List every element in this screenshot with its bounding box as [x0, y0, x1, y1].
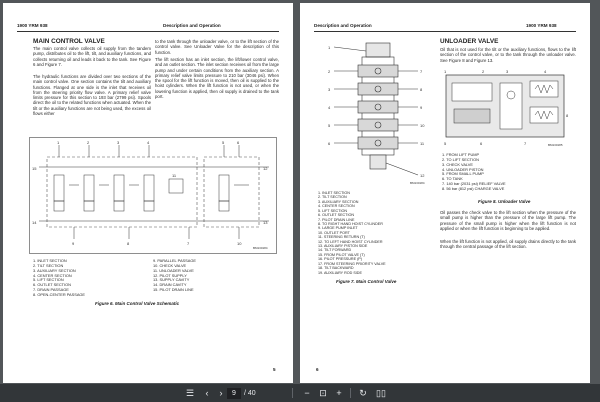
- svg-text:5: 5: [328, 123, 331, 128]
- legend-item: 13. SUPPLY CAVITY: [153, 277, 190, 283]
- page-header-right: Description and Operation: [163, 23, 221, 28]
- svg-text:15: 15: [32, 166, 37, 171]
- svg-text:8: 8: [420, 87, 423, 92]
- legend-item: 3. CHECK VALVE: [442, 161, 473, 167]
- legend-item: 14. DRAIN CAVITY: [153, 282, 187, 288]
- header-rule: [314, 31, 576, 32]
- paragraph: The hydraulic functions are divided over two sections of the main control valve. One section contains the tilt and auxiliary functions. Flanged at one side is the inlet that receives oil from the steering priority flow valve. A primary relief valve limits pressure for this section to 193 bar (2799 psi). Spools direct the oil to the related functions when actuated. When the tilt or the auxiliary functions are not being used, the excess oil flows either: [33, 74, 151, 117]
- svg-text:3: 3: [328, 87, 331, 92]
- svg-text:10: 10: [420, 123, 425, 128]
- paragraph: to the tank through the unloader valve, or to the lift section of the control valve. See Unloader Valve for the description of this function.: [155, 39, 279, 55]
- paragraph: The lift section has an inlet section, the lift/lower control valve, and an outlet section. The inlet section receives oil from the large pump and under certain conditions from the auxiliary section. A primary relief valve limits pressure to 210 bar (3046 psi). When the spool for the lift function is moved, then oil is supplied to the hoist cylinders. When the lift function is not used, or when the lowering function is applied, then oil supply is drained to the tank port.: [155, 57, 279, 100]
- legend-item: 4. CENTER SECTION: [33, 272, 72, 278]
- legend-item: 15. FROM PILOT VALVE (T): [318, 252, 365, 257]
- legend-item: 10. CHECK VALVE: [153, 262, 187, 268]
- svg-text:8: 8: [127, 241, 130, 246]
- zoom-out-button[interactable]: −: [304, 388, 310, 398]
- legend-item: 9. PARALLEL PASSAGE: [153, 258, 196, 263]
- valve-schematic-figure: [29, 137, 277, 254]
- legend-item: 8. OPEN-CENTER PASSAGE: [33, 291, 86, 297]
- rotate-icon[interactable]: ↻: [359, 388, 367, 398]
- section-title: UNLOADER VALVE: [440, 38, 499, 45]
- legend-item: 6. OUTLET SECTION: [33, 282, 71, 288]
- sidebar-toggle-icon[interactable]: ☰: [185, 388, 195, 398]
- legend-item: 8. 56 bar (812 psi) CHARGE VALVE: [442, 185, 505, 191]
- legend-item: 1. FROM LIFT PUMP: [442, 152, 480, 157]
- legend-item: 4. UNLOADER PISTON: [442, 166, 484, 172]
- svg-text:13: 13: [263, 220, 268, 225]
- legend-item: 2. TILT SECTION: [33, 262, 64, 268]
- legend-item: 12. TO LEFT HAND HOIST CYLINDER: [318, 239, 383, 244]
- legend-item: 16. PILOT PRESSURE (P): [318, 257, 362, 262]
- svg-text:11: 11: [172, 173, 177, 178]
- legend-item: 18. TILT BACKWARD: [318, 266, 354, 271]
- page-number-input[interactable]: [227, 388, 241, 399]
- svg-text:7: 7: [187, 241, 190, 246]
- svg-text:2: 2: [482, 69, 485, 74]
- svg-text:2: 2: [87, 140, 90, 145]
- svg-text:9: 9: [72, 241, 75, 246]
- unloader-valve-figure: [440, 67, 576, 149]
- figure-caption: Figure 6. Main Control Valve Schematic: [95, 301, 180, 306]
- svg-text:10: 10: [237, 241, 242, 246]
- svg-text:1: 1: [57, 140, 60, 145]
- legend-item: 2. TO LIFT SECTION: [442, 156, 479, 162]
- figure-caption: Figure 8. Unloader Valve: [478, 199, 531, 204]
- svg-text:4: 4: [544, 69, 547, 74]
- svg-text:7: 7: [420, 69, 423, 74]
- svg-text:4: 4: [328, 105, 331, 110]
- legend-item: 2. TILT SECTION: [318, 195, 347, 200]
- legend-item: 1. INLET SECTION: [318, 191, 350, 195]
- legend-item: 5. LIFT SECTION: [318, 208, 348, 213]
- svg-text:5: 5: [222, 140, 225, 145]
- header-rule: [17, 31, 279, 32]
- page-total: / 40: [244, 389, 256, 397]
- legend-item: 17. FROM STEERING PRIORITY VALVE: [318, 261, 386, 266]
- section-title: MAIN CONTROL VALVE: [33, 38, 105, 45]
- legend-item: 3. AUXILIARY SECTION: [318, 199, 359, 204]
- svg-text:6: 6: [328, 141, 331, 146]
- page-header-right: 1900 YRM 938: [526, 23, 557, 28]
- svg-text:1: 1: [444, 69, 447, 74]
- figure-caption: Figure 7. Main Control Valve: [336, 279, 397, 284]
- figure-legend-left: [33, 259, 85, 298]
- fit-page-icon[interactable]: ⊡: [319, 388, 327, 398]
- page-number: 6: [316, 367, 319, 372]
- legend-item: 8. TO RIGHT HAND HOIST CYLINDER: [318, 221, 383, 226]
- legend-item: 6. TO TANK: [442, 176, 463, 182]
- svg-text:12: 12: [420, 173, 425, 178]
- svg-text:6: 6: [480, 141, 483, 146]
- page-header-left: Description and Operation: [314, 23, 372, 28]
- toolbar-divider: [292, 388, 293, 398]
- page-indicator: [227, 387, 287, 399]
- svg-text:3: 3: [506, 69, 509, 74]
- document-page-left: [3, 3, 293, 383]
- paragraph: Oil passes the check valve to the lift section when the pressure of the small pump is higher than the pressure of the large lift pump. The pressure of the small pump is higher when the lift function is not applied or when the lift function is beginning to be applied.: [440, 210, 576, 231]
- paragraph: When the lift function is not applied, oil supply drains directly to the tank through the central passage of the lift section.: [440, 239, 576, 250]
- paragraph: The main control valve collects oil supply from the tandem pump, distributes oil to the lift, tilt, and auxiliary functions, and collects returning oil and leads it back to the tank. See Figure 6 and Figure 7.: [33, 46, 151, 67]
- legend-item: 6. OUTLET SECTION: [318, 213, 354, 218]
- legend-item: 9. LARGE PUMP INLET: [318, 226, 358, 231]
- document-page-right: [300, 3, 590, 383]
- legend-item: 11. UNLOADER VALVE: [153, 267, 194, 273]
- legend-item: 5. LIFT SECTION: [33, 277, 64, 283]
- legend-item: 1. INLET SECTION: [33, 258, 67, 263]
- paragraph: Oil that is not used for the tilt or the auxiliary functions, flows to the lift section of the control valve, or to the tank through the unloader valve. See Figure 8 and Figure 13.: [440, 47, 576, 63]
- legend-item: 12. PILOT SUPPLY: [153, 272, 187, 278]
- svg-text:6: 6: [237, 140, 240, 145]
- two-page-view-icon[interactable]: ▯▯: [376, 388, 386, 398]
- legend-item: 15. PILOT DRAIN LINE: [153, 287, 194, 293]
- figure8-legend: [442, 153, 506, 192]
- svg-text:2: 2: [328, 69, 331, 74]
- figure-id: BM130184: [410, 181, 425, 185]
- pdf-toolbar: [0, 384, 600, 402]
- figure-legend-right: [153, 259, 196, 293]
- svg-text:5: 5: [444, 141, 447, 146]
- legend-item: 11. STEERING RETURN (T): [318, 235, 365, 240]
- control-valve-figure: [314, 37, 436, 187]
- legend-item: 13. AUXILIARY PISTON SIDE: [318, 244, 368, 249]
- legend-item: 4. CENTER SECTION: [318, 204, 355, 209]
- svg-text:14: 14: [32, 220, 37, 225]
- legend-item: 3. AUXILIARY SECTION: [33, 267, 76, 273]
- svg-text:8: 8: [566, 113, 569, 118]
- legend-item: 7. PILOT DRAIN LINE: [318, 217, 355, 222]
- svg-text:3: 3: [117, 140, 120, 145]
- zoom-in-button[interactable]: +: [336, 388, 342, 398]
- next-page-icon[interactable]: ›: [219, 388, 223, 398]
- svg-text:11: 11: [420, 141, 425, 146]
- page-number: 5: [273, 367, 276, 372]
- svg-text:12: 12: [263, 166, 268, 171]
- svg-text:9: 9: [420, 105, 423, 110]
- legend-item: 14. TILT FORWARD: [318, 248, 352, 253]
- figure-id: BM130185: [548, 143, 563, 147]
- figure7-legend: [318, 191, 386, 275]
- svg-text:7: 7: [524, 141, 527, 146]
- page-header-left: 1900 YRM 938: [17, 23, 48, 28]
- legend-item: 5. FROM SMALL PUMP: [442, 171, 484, 177]
- toolbar-divider: [350, 388, 351, 398]
- legend-item: 19. AUXILIARY ROD SIDE: [318, 270, 362, 275]
- legend-item: 10. OUTLET PORT: [318, 230, 350, 235]
- previous-page-icon[interactable]: ‹: [205, 388, 209, 398]
- figure-id: BM130184: [253, 246, 268, 250]
- legend-item: 7. DRAIN PASSAGE: [33, 287, 69, 293]
- svg-text:1: 1: [328, 45, 331, 50]
- legend-item: 7. 140 bar (2031 psi) RELIEF VALVE: [442, 181, 506, 187]
- svg-text:4: 4: [147, 140, 150, 145]
